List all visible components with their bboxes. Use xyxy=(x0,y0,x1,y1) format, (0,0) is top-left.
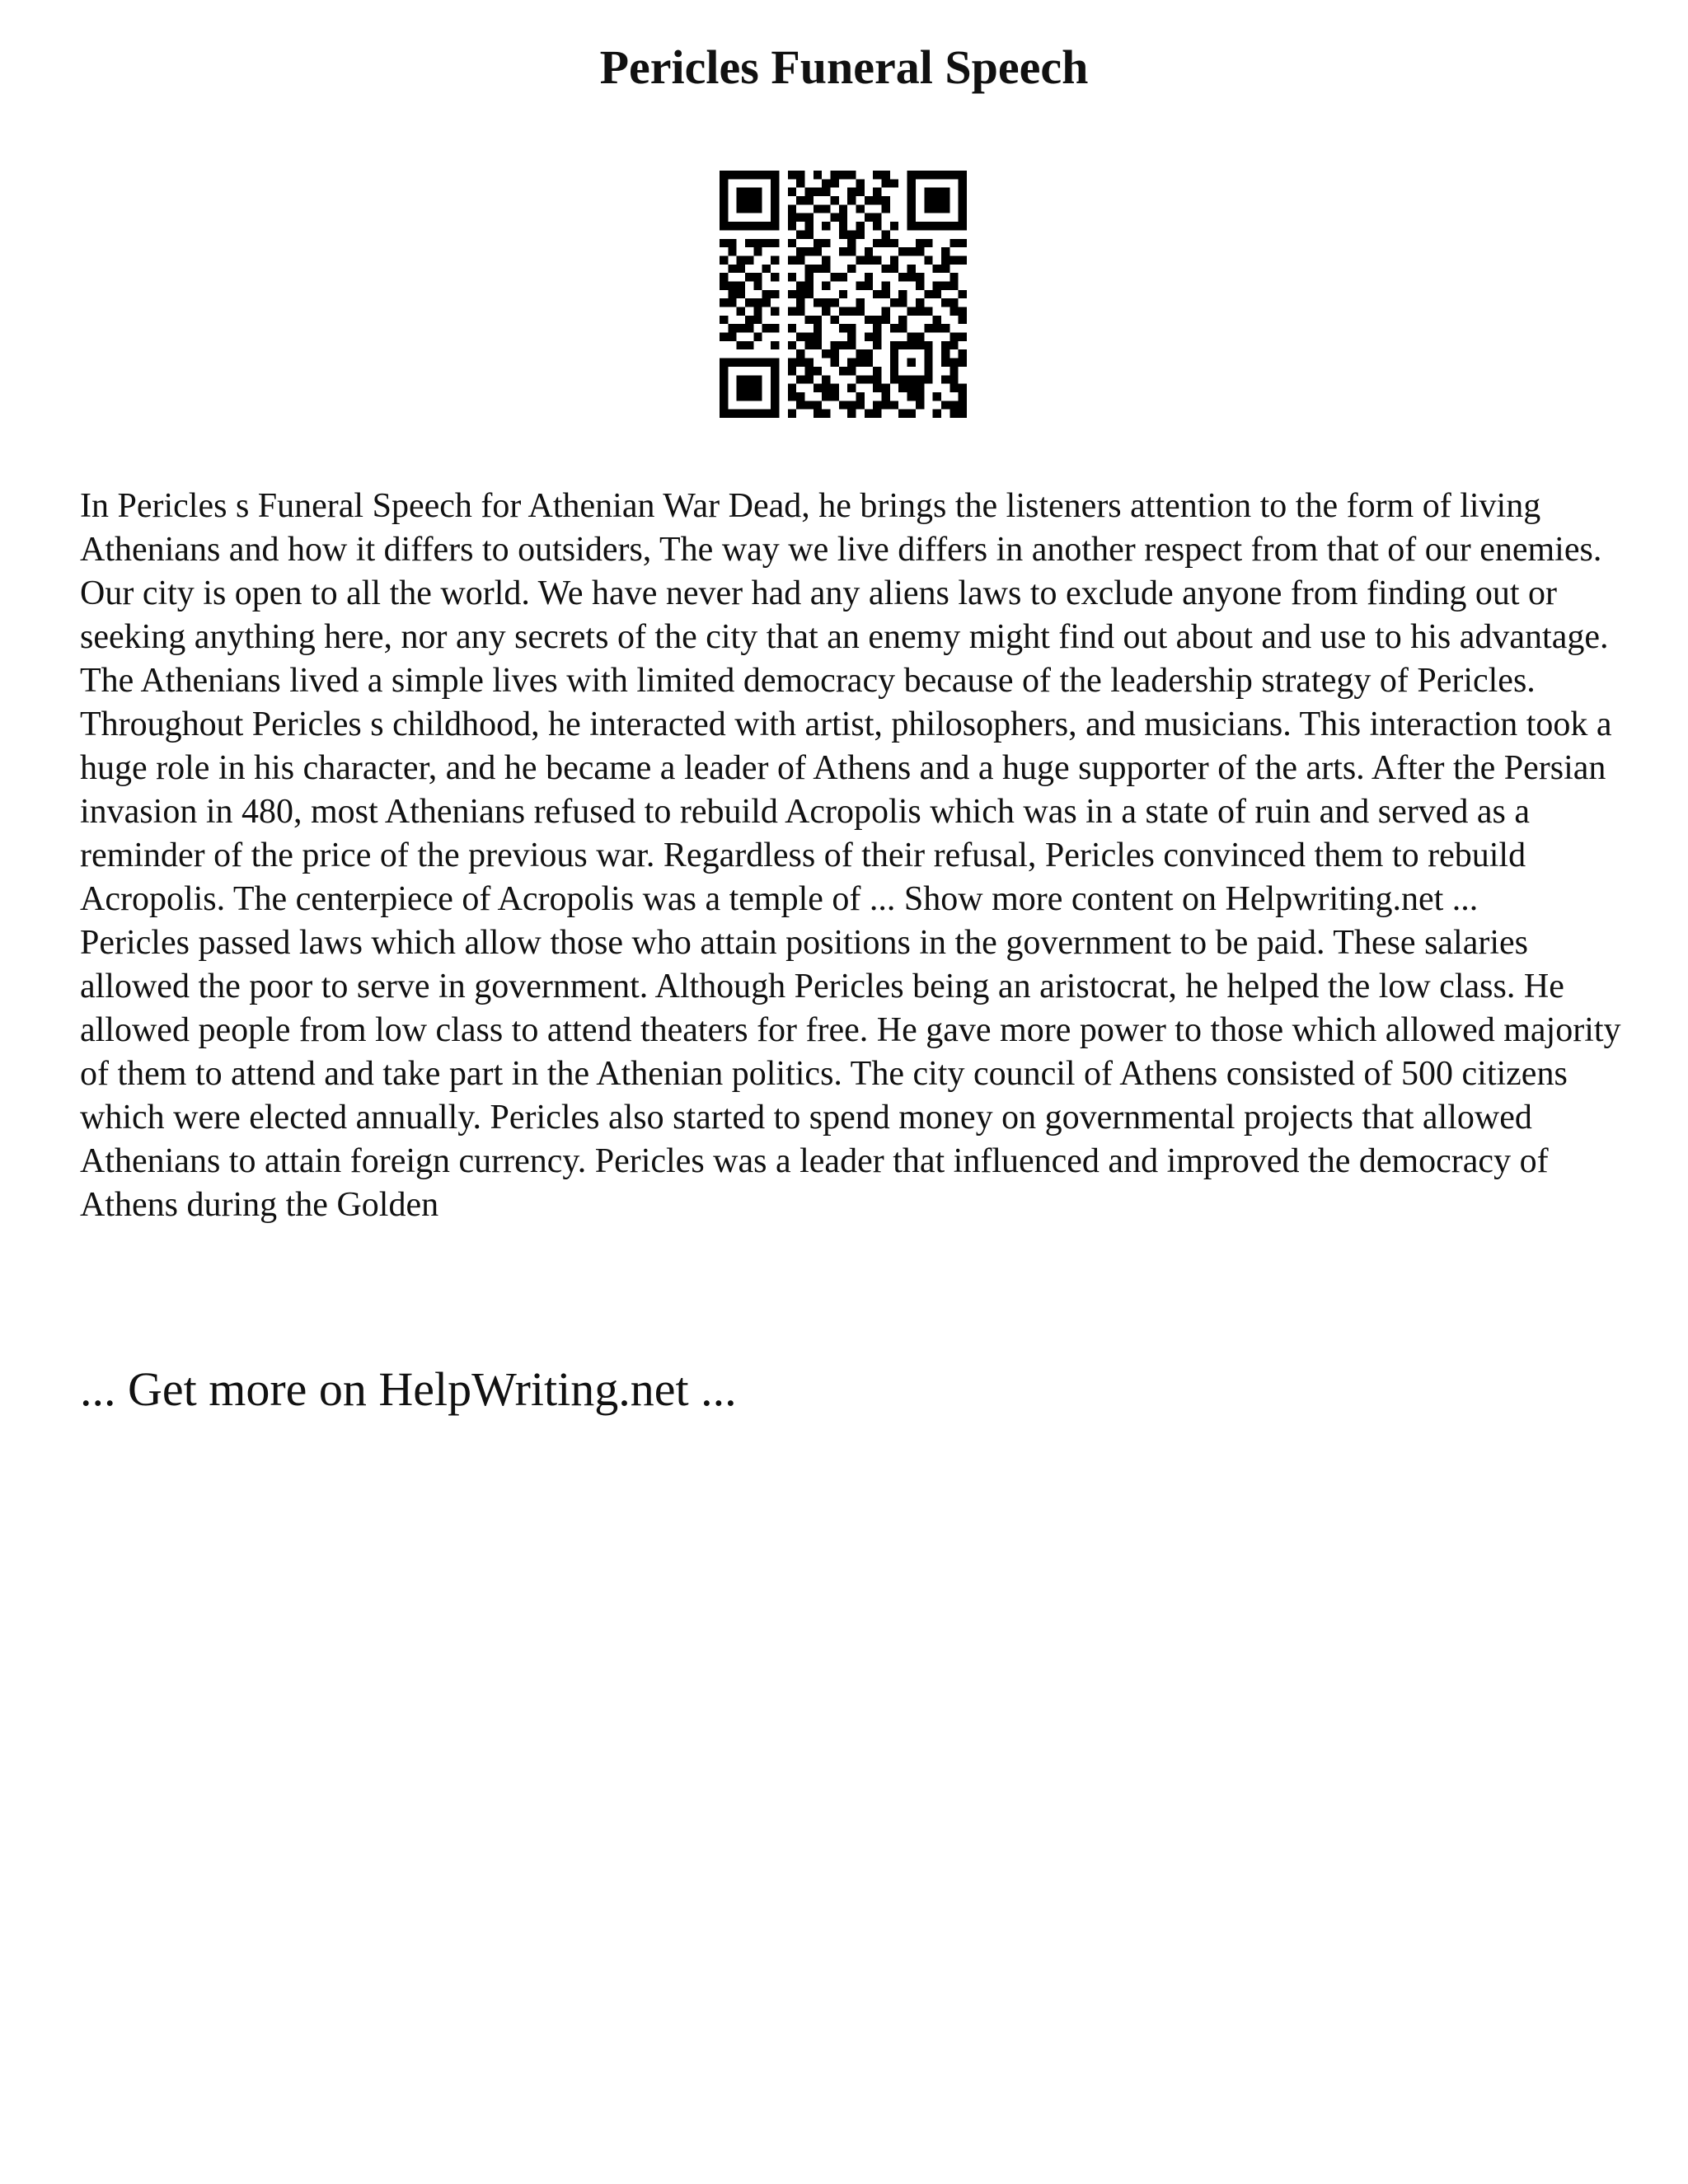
paragraph-2: Throughout Pericles s childhood, he interacted with artist, philosophers, and musicians. This interaction took a huge role in his character, and he became a leader of Athens and a huge supporter of the arts. After the Persian invasion in 480, most Athenians refused to rebuild Acropolis which was in a state of ruin and served as a reminder of the price of the previous war. Regardless of their refusal, Pericles convinced them to rebuild Acropolis. The centerpiece of Acropolis was a temple of ... Show more content on Helpwriting.net ... xyxy=(80,705,1612,918)
paragraph-3: Pericles passed laws which allow those who attain positions in the government to be paid. These salaries allowed the poor to serve in government. Although Pericles being an aristocrat, he helped the low class. He allowed people from low class to attend theaters for free. He gave more power to those which allowed majority of them to attend and take part in the Athenian politics. The city council of Athens consisted of 500 citizens which were elected annually. Pericles also started to spend money on governmental projects that allowed Athenians to attain foreign currency. Pericles was a leader that influenced and improved the democracy of Athens during the Golden xyxy=(80,924,1621,1224)
get-more-link[interactable]: ... Get more on HelpWriting.net ... xyxy=(80,1362,737,1416)
qr-code-icon xyxy=(720,171,967,418)
page-title: Pericles Funeral Speech xyxy=(599,40,1089,94)
paragraph-1: In Pericles s Funeral Speech for Athenian War Dead, he brings the listeners attention to the form of living Athenians and how it differs to outsiders, The way we live differs in another respect from that of our enemies. Our city is open to all the world. We have never had any aliens laws to exclude anyone from finding out or seeking anything here, nor any secrets of the city that an enemy might find out about and use to his advantage. The Athenians lived a simple lives with limited democracy because of the leadership strategy of Pericles. xyxy=(80,487,1609,700)
article-body xyxy=(80,485,1621,1227)
